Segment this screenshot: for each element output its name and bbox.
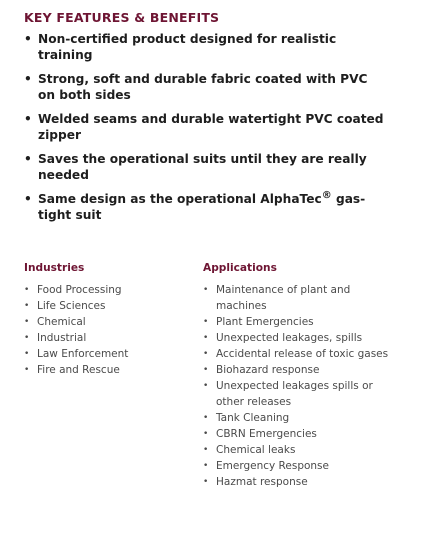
bullet-icon: • <box>203 317 209 327</box>
bullet-icon: • <box>203 365 209 375</box>
application-text: Unexpected leakages spills or other releases <box>216 380 373 408</box>
bullet-icon: • <box>24 32 32 46</box>
bullet-icon: • <box>24 333 30 343</box>
bullet-icon: • <box>24 349 30 359</box>
application-item <box>203 474 403 490</box>
bullet-icon: • <box>24 285 30 295</box>
application-item <box>203 282 403 314</box>
application-text: Unexpected leakages, spills <box>216 332 363 344</box>
application-item <box>203 346 403 362</box>
bullet-icon: • <box>24 365 30 375</box>
bullet-icon: • <box>24 112 32 126</box>
industry-text: Food Processing <box>37 284 122 296</box>
feature-text: Non-certified product designed for realistic training <box>38 32 337 62</box>
industries-title: Industries <box>24 262 85 274</box>
applications-title: Applications <box>203 262 277 274</box>
application-text: Biohazard response <box>216 364 320 376</box>
application-item <box>203 442 403 458</box>
application-text: Hazmat response <box>216 476 308 488</box>
key-features-heading: KEY FEATURES & BENEFITS <box>24 10 220 25</box>
bullet-icon: • <box>203 429 209 439</box>
feature-item <box>24 111 386 143</box>
application-item <box>203 378 403 410</box>
bullet-icon: • <box>24 317 30 327</box>
bullet-icon: • <box>24 152 32 166</box>
bullet-icon: • <box>203 461 209 471</box>
feature-text: Welded seams and durable watertight PVC coated zipper <box>38 112 384 142</box>
industry-text: Law Enforcement <box>37 348 129 360</box>
application-item <box>203 314 403 330</box>
bullet-icon: • <box>24 192 32 206</box>
application-item <box>203 410 403 426</box>
bullet-icon: • <box>203 349 209 359</box>
bullet-icon: • <box>203 333 209 343</box>
industry-text: Chemical <box>37 316 86 328</box>
application-text: Tank Cleaning <box>216 412 290 424</box>
industry-text: Fire and Rescue <box>37 364 120 376</box>
industry-item <box>24 298 194 314</box>
industry-text: Industrial <box>37 332 87 344</box>
feature-text: Strong, soft and durable fabric coated with PVC on both sides <box>38 72 368 102</box>
bullet-icon: • <box>24 72 32 86</box>
application-item <box>203 362 403 378</box>
bullet-icon: • <box>203 477 209 487</box>
bullet-icon: • <box>203 381 209 391</box>
industry-text: Life Sciences <box>37 300 106 312</box>
feature-text: Same design as the operational AlphaTec® gas-tight suit <box>38 189 366 222</box>
feature-item <box>24 151 386 183</box>
application-item <box>203 458 403 474</box>
application-text: CBRN Emergencies <box>216 428 317 440</box>
application-item <box>203 426 403 442</box>
features-list <box>24 31 386 231</box>
applications-list <box>203 282 403 490</box>
industries-list <box>24 282 194 378</box>
bullet-icon: • <box>24 301 30 311</box>
industry-item <box>24 362 194 378</box>
application-text: Chemical leaks <box>216 444 296 456</box>
bullet-icon: • <box>203 445 209 455</box>
application-text: Maintenance of plant and machines <box>216 284 351 312</box>
feature-item <box>24 31 386 63</box>
feature-text: Saves the operational suits until they are really needed <box>38 152 367 182</box>
application-text: Emergency Response <box>216 460 329 472</box>
feature-item <box>24 71 386 103</box>
application-text: Accidental release of toxic gases <box>216 348 389 360</box>
applications-column <box>203 262 403 490</box>
industries-column <box>24 262 194 378</box>
industry-item <box>24 330 194 346</box>
feature-item <box>24 191 386 223</box>
industry-item <box>24 314 194 330</box>
bullet-icon: • <box>203 285 209 295</box>
industry-item <box>24 282 194 298</box>
bullet-icon: • <box>203 413 209 423</box>
industry-item <box>24 346 194 362</box>
application-item <box>203 330 403 346</box>
application-text: Plant Emergencies <box>216 316 314 328</box>
